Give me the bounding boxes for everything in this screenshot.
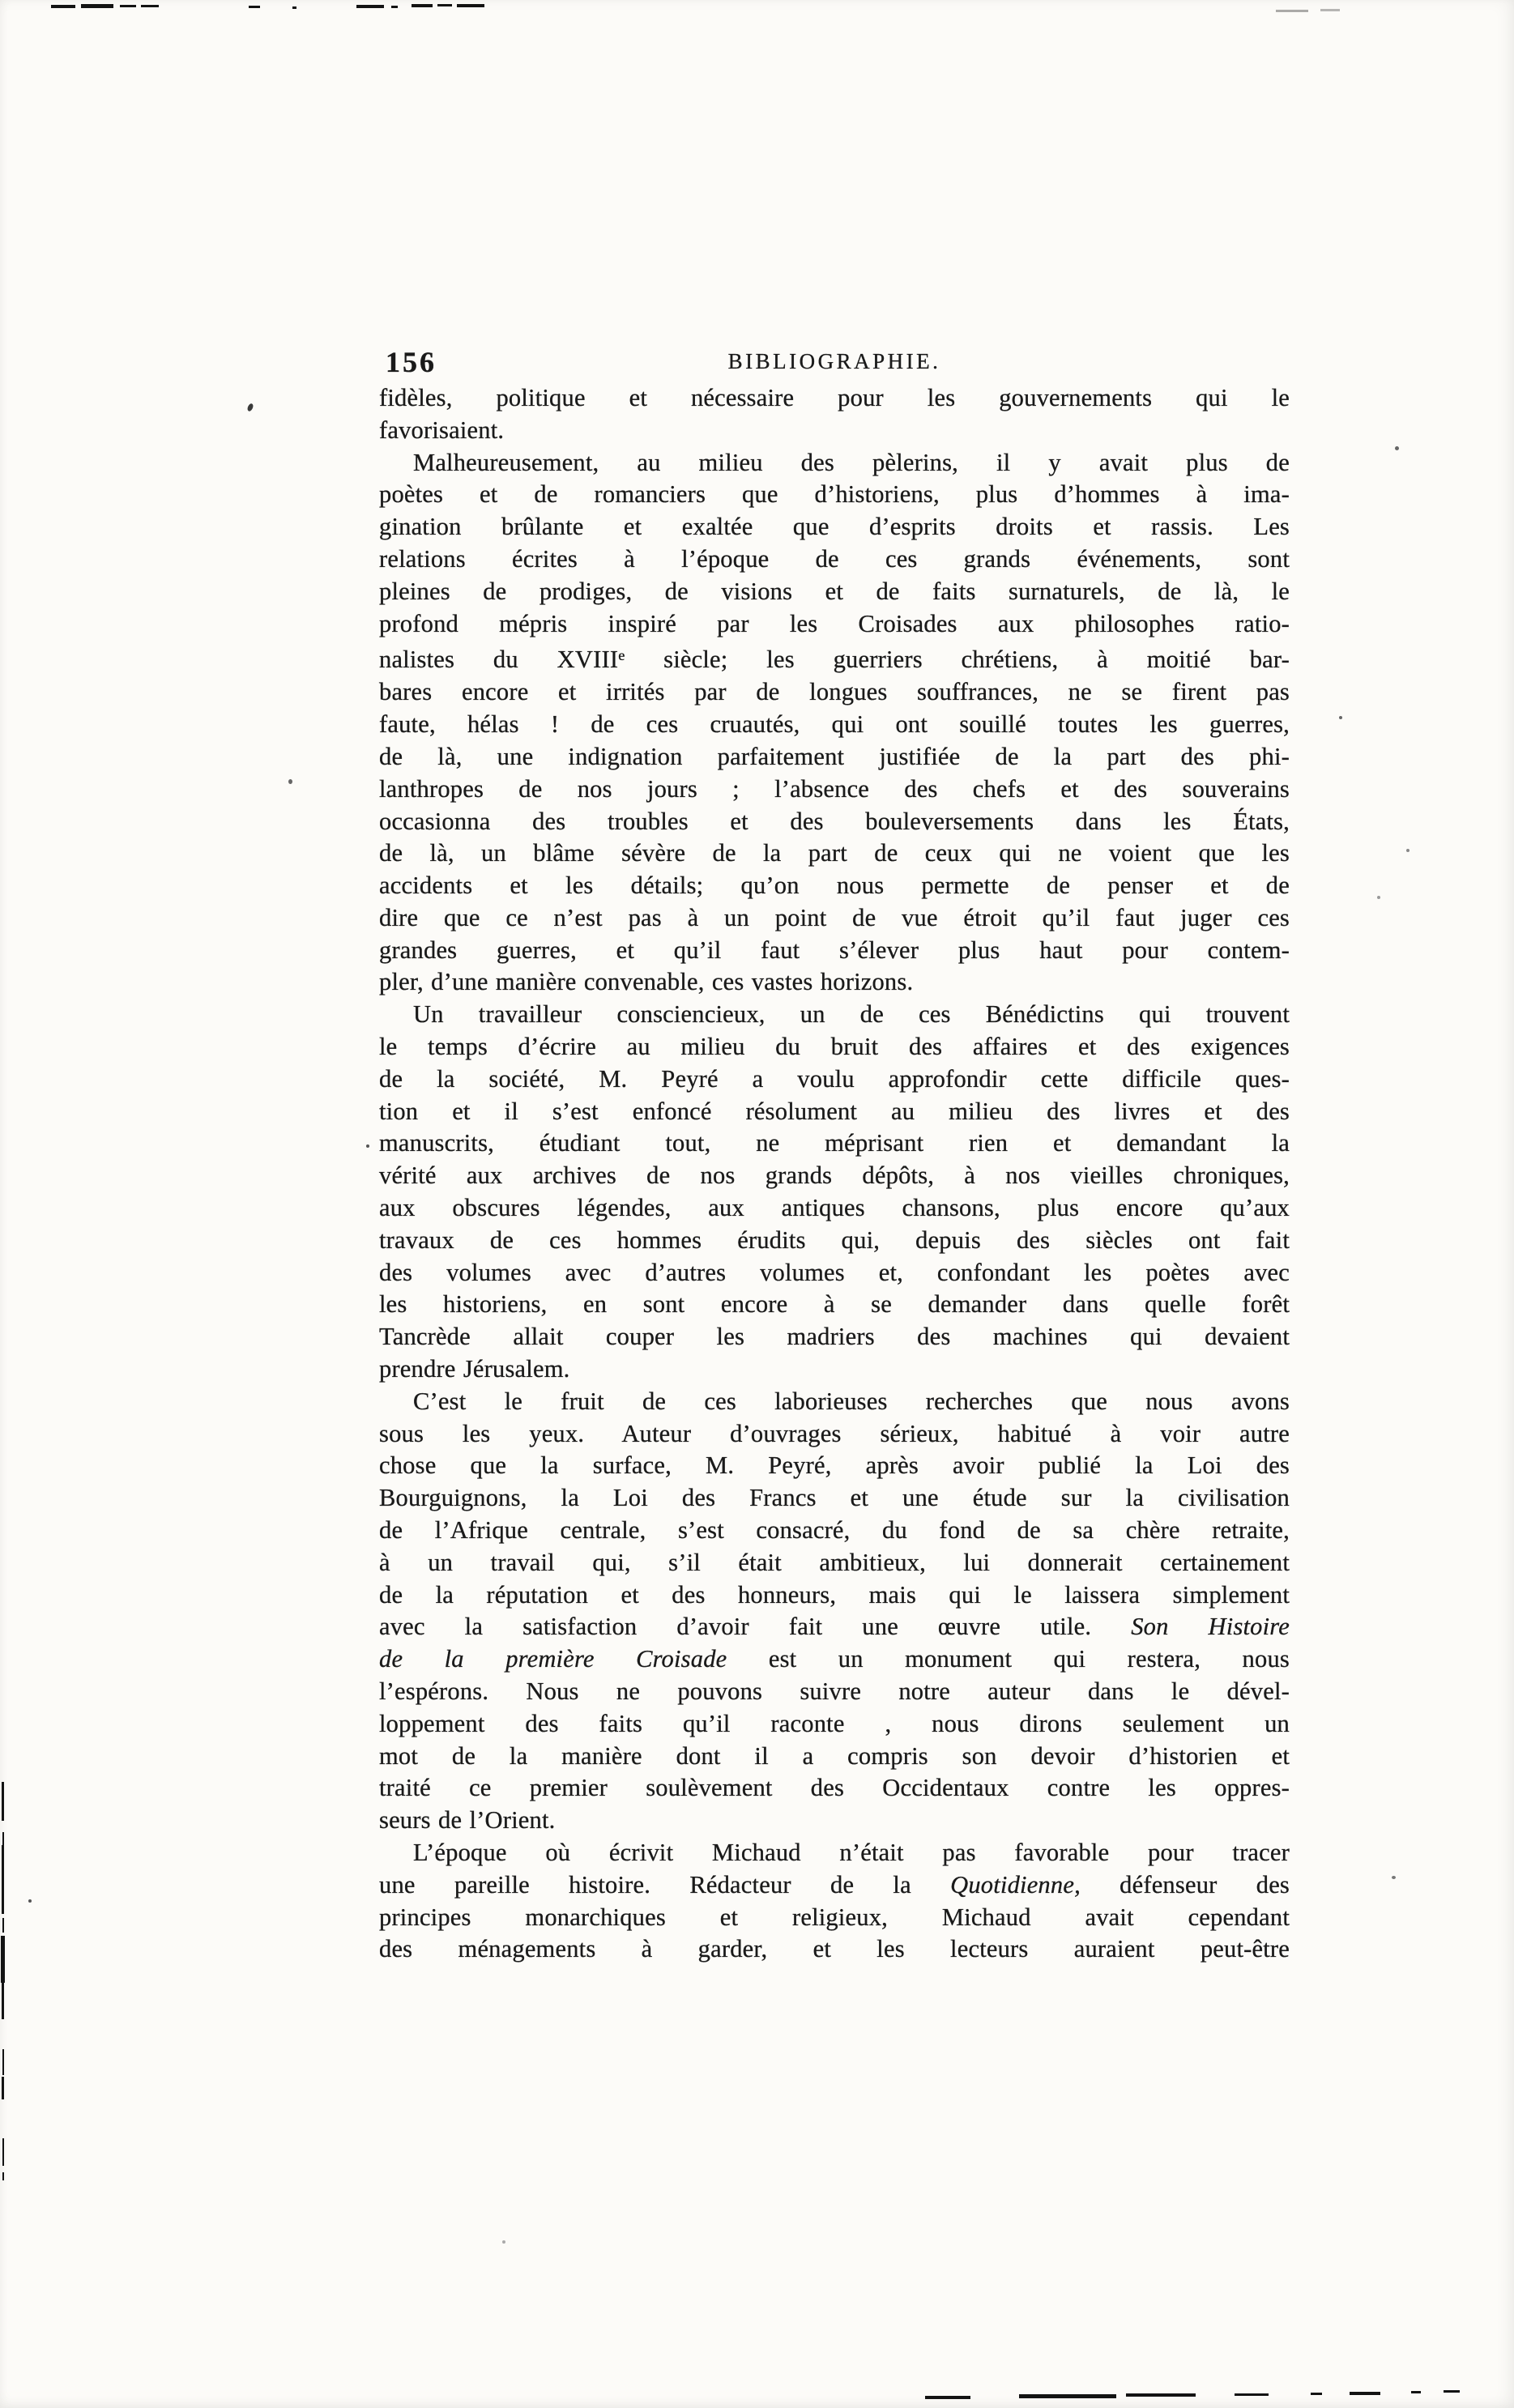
text-segment: des volumes avec d’autres volumes et, confondant les poètes avec: [379, 1258, 1290, 1286]
text-line: [379, 1579, 1290, 1612]
text-line: [379, 1482, 1290, 1515]
text-line: [379, 1289, 1290, 1321]
text-line: [379, 870, 1290, 902]
text-line: [379, 1643, 1290, 1676]
scan-line: [2, 2138, 4, 2166]
text-line: [379, 382, 1290, 415]
text-segment: prendre Jérusalem.: [379, 1355, 570, 1383]
text-line: [379, 543, 1290, 576]
scan-speck: [502, 2240, 505, 2244]
scan-dash: [1320, 9, 1340, 11]
text-segment: nalistes du XVIII: [379, 646, 619, 674]
text-line: [379, 576, 1290, 608]
text-line: [379, 935, 1290, 967]
text-segment: travaux de ces hommes érudits qui, depuis des siècles ont fait: [379, 1225, 1290, 1254]
text-segment: accidents et les détails; qu’on nous permette de penser et de: [379, 872, 1290, 900]
scan-dash: [1235, 2393, 1269, 2396]
scan-line: [2, 2077, 4, 2099]
scan-dash: [1311, 2393, 1322, 2395]
text-segment: avec la satisfaction d’avoir fait une œuvre utile.: [379, 1613, 1132, 1641]
text-segment: tion et il s’est enfoncé résolument au milieu des livres et des: [379, 1097, 1290, 1125]
text-line: [379, 1708, 1290, 1741]
text-segment: C’est le fruit de ces laborieuses recherches que nous avons: [413, 1387, 1290, 1415]
scan-speck: [1406, 849, 1410, 852]
scan-dash: [437, 4, 452, 6]
text-segment: loppement des faits qu’il raconte , nous dirons seulement un: [379, 1709, 1290, 1737]
scan-dash: [1444, 2390, 1460, 2393]
text-line: [379, 676, 1290, 709]
text-line: [379, 1225, 1290, 1257]
text-segment: est un monument qui restera, nous: [727, 1645, 1290, 1673]
body-text: [379, 382, 1290, 1966]
scan-dash: [81, 4, 113, 8]
text-line: [379, 774, 1290, 806]
text-line: [379, 1837, 1290, 1869]
text-segment: vérité aux archives de nos grands dépôts, à nos vieilles chroniques,: [379, 1161, 1290, 1190]
text-segment: bares encore et irrités par de longues souffrances, ne se firent pas: [379, 678, 1290, 706]
running-title: BIBLIOGRAPHIE.: [727, 349, 941, 373]
text-segment: de la réputation et des honneurs, mais qui le laissera simplement: [379, 1580, 1290, 1609]
text-line: [379, 837, 1290, 870]
text-line: [379, 1386, 1290, 1418]
text-segment: Tancrède allait couper les madriers des machines qui devaient: [379, 1323, 1290, 1351]
text-segment: des ménagements à garder, et les lecteurs auraient peut-être: [379, 1935, 1290, 1963]
text-line: [379, 1160, 1290, 1192]
text-segment: de l’Afrique centrale, s’est consacré, du fond de sa chère retraite,: [379, 1516, 1290, 1545]
scan-dash: [292, 6, 296, 9]
text-segment: sous les yeux. Auteur d’ouvrages sérieux, habitué à voir autre: [379, 1419, 1290, 1447]
text-line: [379, 902, 1290, 935]
scan-dash: [1126, 2393, 1196, 2397]
text-segment: L’époque où écrivit Michaud n’était pas favorable pour tracer: [413, 1839, 1290, 1866]
text-segment: Un travailleur consciencieux, un de ces Bénédictins qui trouvent: [413, 1000, 1290, 1029]
text-line: [379, 479, 1290, 511]
text-line: [379, 608, 1290, 641]
scan-dash: [141, 5, 159, 7]
text-segment: profond mépris inspiré par les Croisades aux philosophes ratio-: [379, 609, 1290, 637]
text-line: [379, 1418, 1290, 1451]
text-segment: l’espérons. Nous ne pouvons suivre notre auteur dans le dével-: [379, 1677, 1290, 1706]
text-line: [379, 1096, 1290, 1128]
scan-dash: [1350, 2392, 1380, 2395]
text-line: [379, 709, 1290, 741]
text-segment: traité ce premier soulèvement des Occidentaux contre les oppres-: [379, 1774, 1290, 1802]
text-segment: de là, un blâme sévère de la part de ceux qui ne voient que les: [379, 839, 1290, 867]
text-line: [379, 1515, 1290, 1547]
scan-dash: [391, 6, 398, 8]
scan-speck: [1395, 446, 1399, 450]
scan-speck: [1377, 896, 1380, 899]
text-segment: de la première Croisade: [379, 1645, 727, 1673]
scan-dash: [1411, 2391, 1421, 2393]
text-line: [379, 1031, 1290, 1063]
scan-speck: [366, 1144, 369, 1148]
text-segment: Bourguignons, la Loi des Francs et une étude sur la civilisation: [379, 1484, 1290, 1512]
text-segment: dire que ce n’est pas à un point de vue étroit qu’il faut juger ces: [379, 903, 1290, 931]
text-line: [379, 1353, 1290, 1386]
text-segment: occasionna des troubles et des bouleversements dans les États,: [379, 807, 1290, 835]
scan-line: [2, 1782, 4, 1821]
text-segment: mot de la manière dont il a compris son devoir d’historien et: [379, 1741, 1290, 1770]
scan-dash: [1019, 2394, 1116, 2398]
text-segment: Son Histoire: [1131, 1613, 1290, 1641]
text-segment: une pareille histoire. Rédacteur de la: [379, 1870, 951, 1899]
text-line: [379, 999, 1290, 1031]
text-segment: poètes et de romanciers que d’historiens, plus d’hommes à ima-: [379, 480, 1290, 509]
text-segment: gination brûlante et exaltée que d’esprits droits et rassis. Les: [379, 513, 1290, 541]
text-line: [379, 966, 1290, 999]
scan-line: [2, 1845, 4, 1914]
text-segment: pler, d’une manière convenable, ces vastes horizons.: [379, 968, 914, 996]
scan-dash: [457, 4, 484, 7]
text-line: [379, 1772, 1290, 1805]
scan-dash: [356, 5, 384, 8]
text-segment: les historiens, en sont encore à se demander dans quelle forêt: [379, 1290, 1290, 1319]
text-segment: e: [618, 647, 625, 664]
text-segment: Malheureusement, au milieu des pèlerins, il y avait plus de: [413, 448, 1290, 476]
text-line: [379, 1547, 1290, 1579]
text-line: [379, 1805, 1290, 1837]
text-segment: défenseur des: [1080, 1870, 1290, 1899]
scan-speck: [246, 403, 254, 412]
text-line: [379, 640, 1290, 676]
text-segment: principes monarchiques et religieux, Michaud avait cependant: [379, 1903, 1290, 1931]
scan-line: [2, 1918, 4, 1933]
text-line: [379, 1257, 1290, 1289]
text-segment: chose que la surface, M. Peyré, après avoir publié la Loi des: [379, 1451, 1290, 1480]
scan-speck: [288, 779, 292, 784]
text-line: [379, 1063, 1290, 1096]
text-segment: aux obscures légendes, aux antiques chansons, plus encore qu’aux: [379, 1194, 1290, 1222]
text-line: [379, 1127, 1290, 1160]
scan-line: [2, 1983, 4, 2019]
scan-dash: [249, 6, 260, 8]
text-line: [379, 1869, 1290, 1902]
text-line: [379, 415, 1290, 447]
text-segment: faute, hélas ! de ces cruautés, qui ont souillé toutes les guerres,: [379, 710, 1290, 739]
text-segment: seurs de l’Orient.: [379, 1806, 556, 1835]
scan-line: [1, 1936, 5, 1983]
text-line: [379, 511, 1290, 543]
text-line: [379, 1611, 1290, 1643]
page-number: 156: [386, 346, 437, 378]
text-line: [379, 741, 1290, 774]
text-segment: de la société, M. Peyré a voulu approfondir cette difficile ques-: [379, 1064, 1290, 1093]
scan-line: [2, 1832, 4, 1845]
scan-speck: [1339, 716, 1342, 719]
scan-dash: [51, 5, 75, 8]
text-segment: le temps d’écrire au milieu du bruit des affaires et des exigences: [379, 1033, 1290, 1061]
text-segment: lanthropes de nos jours ; l’absence des chefs et des souverains: [379, 774, 1290, 803]
text-line: [379, 1676, 1290, 1708]
text-line: [379, 447, 1290, 479]
text-segment: pleines de prodiges, de visions et de faits surnaturels, de là, le: [379, 577, 1290, 605]
text-line: [379, 806, 1290, 838]
text-segment: manuscrits, étudiant tout, ne méprisant rien et demandant la: [379, 1129, 1290, 1157]
scan-dash: [412, 4, 433, 7]
scan-speck: [28, 1899, 32, 1903]
scan-dash: [1276, 10, 1308, 12]
text-segment: de là, une indignation parfaitement justifiée de la part des phi-: [379, 742, 1290, 770]
text-line: [379, 1933, 1290, 1966]
text-segment: fidèles, politique et nécessaire pour les gouvernements qui le: [379, 384, 1290, 411]
text-segment: Quotidienne,: [950, 1870, 1081, 1899]
text-line: [379, 1902, 1290, 1934]
text-line: [379, 1321, 1290, 1353]
scan-line: [2, 2172, 4, 2180]
text-segment: grandes guerres, et qu’il faut s’élever plus haut pour contem-: [379, 935, 1290, 964]
scan-line: [2, 2049, 4, 2075]
text-segment: relations écrites à l’époque de ces grands événements, sont: [379, 544, 1290, 573]
text-line: [379, 1450, 1290, 1482]
scan-dash: [925, 2396, 970, 2399]
scan-speck: [1392, 1876, 1396, 1879]
text-line: [379, 1192, 1290, 1225]
scan-dash: [120, 5, 136, 7]
text-line: [379, 1741, 1290, 1773]
text-segment: siècle; les guerriers chrétiens, à moitié bar-: [625, 646, 1290, 674]
text-segment: favorisaient.: [379, 416, 505, 444]
text-segment: à un travail qui, s’il était ambitieux, lui donnerait certainement: [379, 1548, 1290, 1576]
